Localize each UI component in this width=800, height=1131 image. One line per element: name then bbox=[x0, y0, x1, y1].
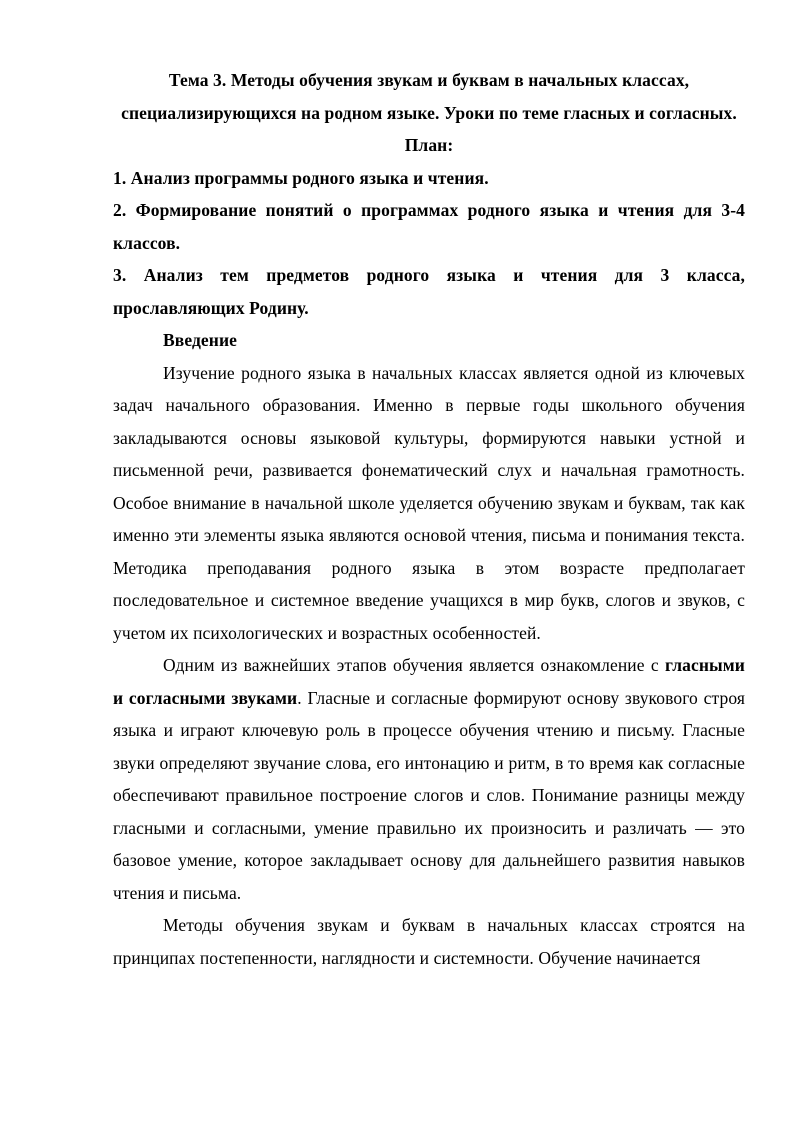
paragraph-intro: Изучение родного языка в начальных классах является одной из ключевых задач начального образования. Именно в первые годы школьного обучения закладываются основы языковой культуры, формируются навыки устной и письменной речи, развивается фонематический слух и начальная грамотность. Особое внимание в начальной школе уделяется обучению звукам и буквам, так как именно эти элементы языка являются основой чтения, письма и понимания текста. Методика преподавания родного языка в этом возрасте предполагает последовательное и системное введение учащихся в мир букв, слогов и звуков, с учетом их психологических и возрастных особенностей. bbox=[113, 362, 745, 643]
plan-heading: План: bbox=[404, 135, 454, 155]
plan-item-1: 1. Анализ программы родного языка и чтения. bbox=[113, 167, 489, 188]
paragraph-vowels-consonants-bold-term: гласными и согласными звуками bbox=[113, 655, 745, 708]
section-heading-introduction: Введение bbox=[163, 330, 238, 350]
plan-item-2: 2. Формирование понятий о программах родного языка и чтения для 3-4 классов. bbox=[113, 200, 745, 253]
plan-item-3: 3. Анализ тем предметов родного языка и чтения для 3 класса, прославляющих Родину. bbox=[113, 265, 745, 318]
paragraph-vowels-consonants-rest: . Гласные и согласные формируют основу звукового строя языка и играют ключевую роль в процессе обучения чтению и письму. Гласные звуки определяют звучание слова, его интонацию и ритм, в то время как согласные обеспечивают правильное построение слогов и слов. Понимание разницы между гласными и согласными, умение правильно их произносить и различать — это базовое умение, которое закладывает основу для дальнейшего развития навыков чтения и письма. bbox=[113, 687, 745, 903]
document-title: Тема 3. Методы обучения звукам и буквам в начальных классах, специализирующихся на родном языке. Уроки по теме гласных и согласных. bbox=[121, 70, 737, 123]
paragraph-vowels-consonants bbox=[113, 649, 745, 909]
paragraph-vowels-consonants-lead: Одним из важнейших этапов обучения является ознакомление с bbox=[163, 655, 666, 675]
paragraph-methods: Методы обучения звукам и буквам в начальных классах строятся на принципах постепенности, наглядности и системности. Обучение начинается bbox=[113, 915, 745, 968]
